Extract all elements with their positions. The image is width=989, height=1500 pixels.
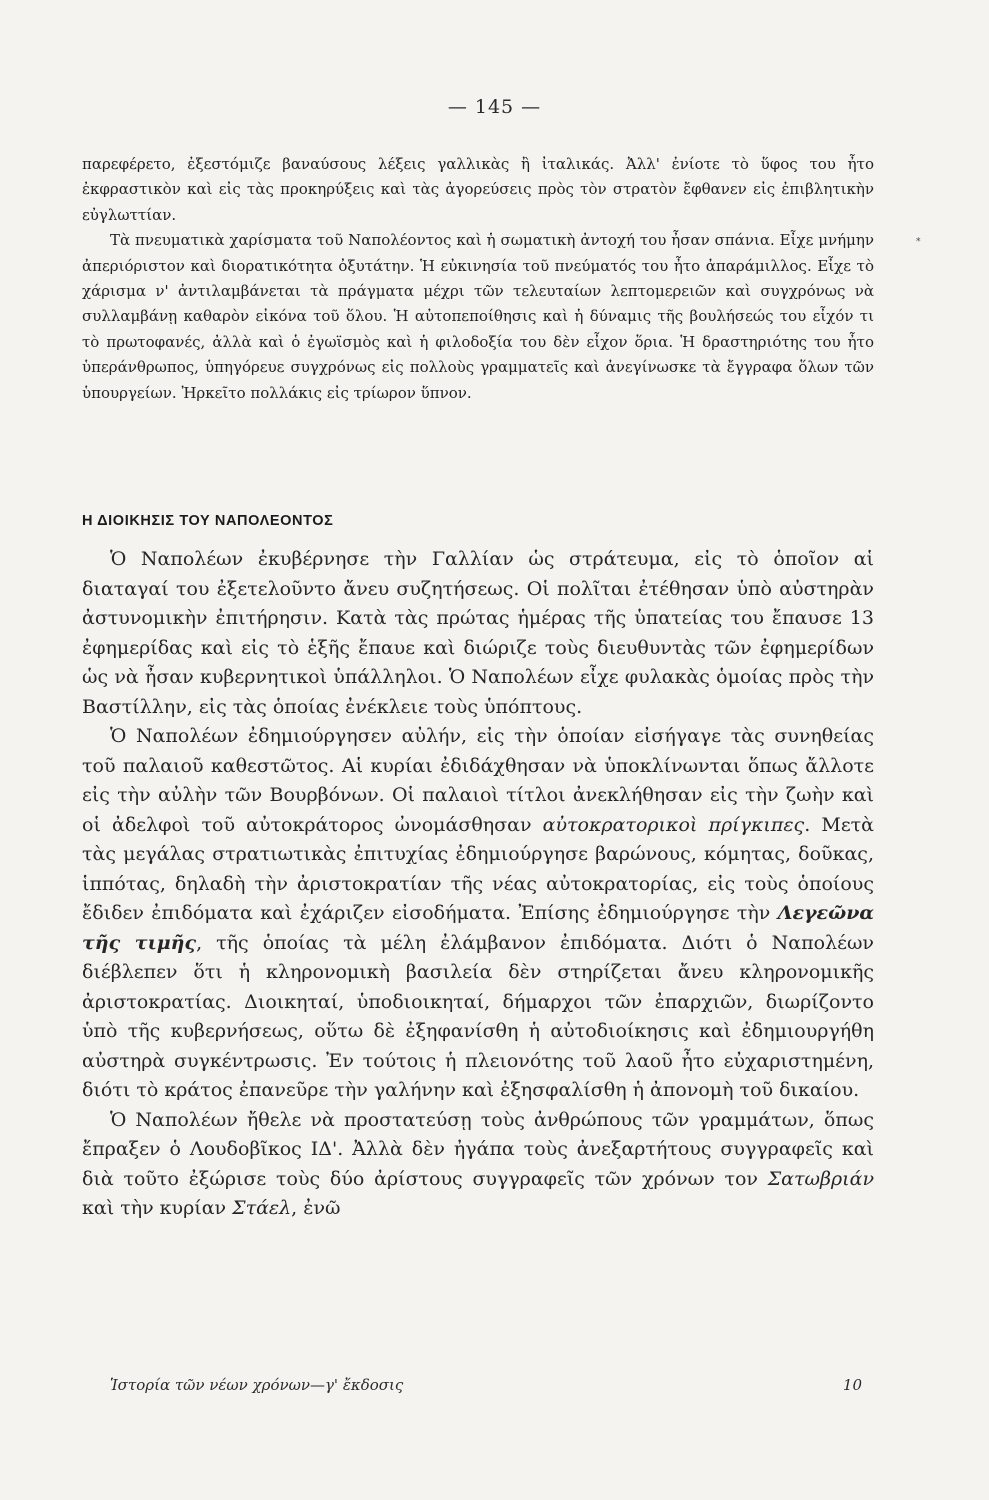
footer-signature-number: 10 xyxy=(842,1376,862,1394)
paragraph-letters xyxy=(82,1106,874,1224)
page-number: — 145 — xyxy=(447,96,542,118)
letters-text-c: , ἐνῶ xyxy=(291,1197,341,1219)
paragraph-government: Ὁ Ναπολέων ἐκυβέρνησε τὴν Γαλλίαν ὡς στράτευμα, εἰς τὸ ὁποῖον αἱ διαταγαί του ἐξετελοῦντο ἄνευ συζητήσεως. Οἱ πολῖται ἐτέθησαν ὑπὸ αὐστηρὰν ἀστυνομικὴν ἐπιτήρησιν. Κατὰ τὰς πρώτας ἡμέρας τῆς ὑπατείας του ἔπαυσε 13 ἐφημερίδας καὶ εἰς τὸ ἑξῆς ἔπαυε καὶ διώριζε τοὺς διευθυντὰς τῶν ἐφημερίδων ὡς νὰ ἦσαν κυβερνητικοὶ ὑπάλληλοι. Ὁ Ναπολέων εἶχε φυλακὰς ὁμοίας πρὸς τὴν Βαστίλλην, εἰς τὰς ὁποίας ἐνέκλειε τοὺς ὑπόπτους. xyxy=(82,548,874,718)
stael-name: Στάελ xyxy=(232,1197,292,1219)
court-text-a: Ὁ Ναπολέων ἐδημιούργησεν αὐλήν, εἰς τὴν ὁποίαν εἰσήγαγε τὰς συνηθείας τοῦ παλαιοῦ καθεστῶτος. Αἱ κυρίαι ἐδιδάχθησαν νὰ ὑποκλίνωνται ὅπως ἄλλοτε εἰς τὴν αὐλὴν τῶν Βουρβόνων. Οἱ παλαιοὶ τίτλοι ἀνεκλήθησαν εἰς τὴν ζωὴν καὶ οἱ ἀδελφοὶ τοῦ αὐτοκράτορος ὠνομάσθησαν xyxy=(82,725,874,836)
paragraph-court xyxy=(82,722,874,1106)
court-text-c: , τῆς ὁποίας τὰ μέλη ἐλάμβανον ἐπιδόματα. Διότι ὁ Ναπολέων διέβλεπεν ὅτι ἡ κληρονομικὴ βασιλεία δὲν στηρίζεται ἄνευ κληρονομικῆς ἀριστοκρατίας. Διοικηταί, ὑποδιοικηταί, δήμαρχοι τῶν ἐπαρχιῶν, διωρίζοντο ὑπὸ τῆς κυβερνήσεως, οὕτω δὲ ἐξηφανίσθη ἡ αὐτοδιοίκησις καὶ ἐδημιουργήθη αὐστηρὰ συγκέντρωσις. Ἐν τούτοις ἡ πλειονότης τοῦ λαοῦ ἦτο εὐχαριστημένη, διότι τὸ κράτος ἐπανεῦρε τὴν γαλήνην καὶ ἐξησφαλίσθη ἡ ἀπονομὴ τοῦ δικαίου. xyxy=(82,931,874,1101)
court-text-b: . Μετὰ τὰς μεγάλας στρατιωτικὰς ἐπιτυχίας ἐδημιούργησε βαρώνους, κόμητας, δοῦκας, ἱππότας, δηλαδὴ τὴν ἀριστοκρατίαν τῆς νέας αὐτοκρατορίας, εἰς τοὺς ὁποίους ἔδιδεν ἐπιδόματα καὶ ἐχάριζεν εἰσοδήματα. Ἐπίσης ἐδημιούργησε τὴν xyxy=(82,813,875,924)
paragraph-qualities: Τὰ πνευματικὰ χαρίσματα τοῦ Ναπολέοντος καὶ ἡ σωματικὴ ἀντοχή του ἦσαν σπάνια. Εἶχε μνήμην ἀπεριόριστον καὶ διορατικότητα ὀξυτάτην. Ἡ εὐκινησία τοῦ πνεύματός του ἦτο ἀπαράμιλλος. Εἶχε τὸ χάρισμα ν' ἀντιλαμβάνεται τὰ πράγματα μέχρι τῶν τελευταίων λεπτομερειῶν καὶ συγχρόνως νὰ συλλαμβάνῃ καθαρὸν εἰκόνα τοῦ ὅλου. Ἡ αὐτοπεποίθησις καὶ ἡ δύναμις τῆς βουλήσεώς του εἶχόν τι τὸ πρωτοφανές, ἀλλὰ καὶ ὁ ἐγωϊσμὸς καὶ ἡ φιλοδοξία του δὲν εἶχον ὅρια. Ἡ δραστηριότης του ἦτο ὑπεράνθρωπος, ὑπηγόρευε συγχρόνως εἰς πολλοὺς γραμματεῖς καὶ ἀνεγίνωσκε τὰ ἔγγραφα ὅλων τῶν ὑπουργείων. Ἠρκεῖτο πολλάκις εἰς τρίωρον ὕπνον. xyxy=(82,231,874,402)
chateaubriand-name: Σατωβριάν xyxy=(767,1167,874,1190)
main-text-block xyxy=(82,545,874,1224)
stray-mark: ⁎ xyxy=(916,234,921,244)
paragraph-continuation: παρεφέρετο, ἐξεστόμιζε βαναύσους λέξεις γαλλικὰς ἢ ἰταλικάς. Ἀλλ' ἐνίοτε τὸ ὕφος του ἦτο ἐκφραστικὸν καὶ εἰς τὰς προκηρύξεις καὶ τὰς ἀγορεύσεις πρὸς τὸν στρατὸν ἔφθανεν εἰς ἐπιβλητικὴν εὐγλωττίαν. xyxy=(82,155,874,224)
letters-text-b: καὶ τὴν κυρίαν xyxy=(82,1197,227,1219)
letters-text-a: Ὁ Ναπολέων ἤθελε νὰ προστατεύσῃ τοὺς ἀνθρώπους τῶν γραμμάτων, ὅπως ἔπραξεν ὁ Λουδοβῖκος ΙΔ'. Ἀλλὰ δὲν ἠγάπα τοὺς ἀνεξαρτήτους συγγραφεῖς καὶ διὰ τοῦτο ἐξώρισε τοὺς δύο ἀρίστους συγγραφεῖς τῶν χρόνων τον xyxy=(82,1108,874,1190)
section-heading: Η ΔΙΟΙΚΗΣΙΣ ΤΟΥ ΝΑΠΟΛΕΟΝΤΟΣ xyxy=(82,513,334,529)
imperial-princes-term: αὐτοκρατορικοὶ πρίγκιπες xyxy=(542,813,805,836)
page-footer xyxy=(82,1376,874,1402)
legion-of-honour-term: Λεγεῶνα τῆς τιμῆς xyxy=(82,902,874,954)
top-text-block xyxy=(82,152,874,406)
footer-book-title: Ἱστορία τῶν νέων χρόνων—γ' ἔκδοσις xyxy=(110,1376,404,1394)
